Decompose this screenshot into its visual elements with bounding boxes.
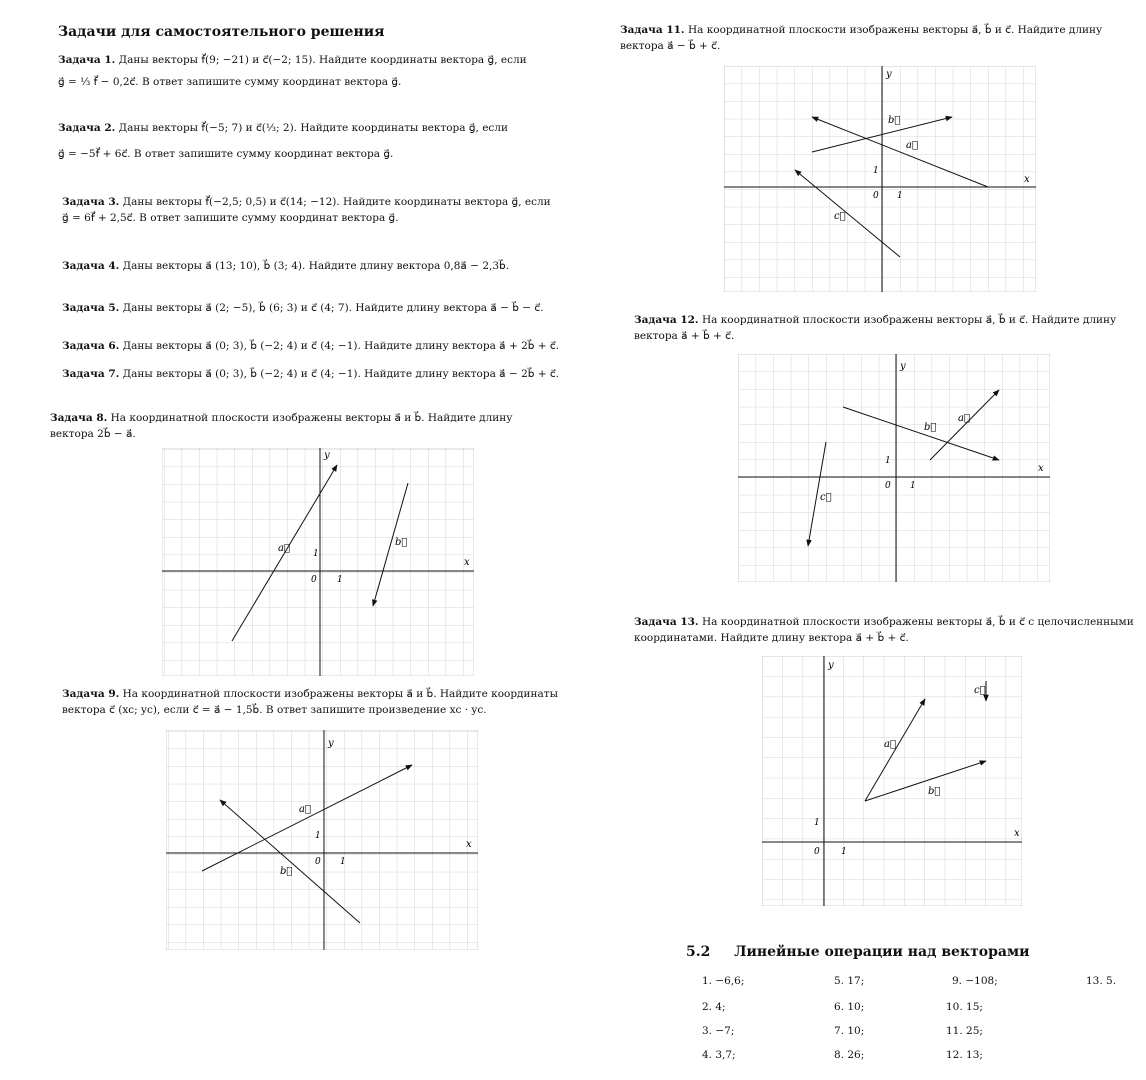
vector-b-label: b⃗ [395, 537, 408, 548]
problem-9 [62, 686, 592, 719]
x-axis-label: x [1024, 174, 1030, 185]
answer-item: 5. 17; [834, 975, 865, 987]
answer-item: 8. 26; [834, 1049, 865, 1061]
vector-a-label: a⃗ [299, 804, 311, 815]
y-axis-label: y [900, 361, 906, 372]
problem-label: Задача 7. [62, 368, 120, 380]
answer-item: 7. 10; [834, 1025, 865, 1037]
problem-text: вектора c⃗ (xc; yc), если c⃗ = a⃗ − 1,5b⃗. В ответ запишите произведение xc · yc. [62, 704, 487, 717]
answer-item: 12. 13; [946, 1049, 983, 1061]
section-name: Линейные операции над векторами [734, 944, 1030, 960]
problem-8 [50, 410, 580, 443]
problem-7 [62, 366, 592, 382]
origin-label: 0 [315, 857, 321, 867]
answer-item: 9. −108; [952, 975, 998, 987]
problem-text: Даны векторы f⃗(9; −21) и c⃗(−2; 15). Найдите координаты вектора g⃗, если [118, 54, 527, 66]
problem-label: Задача 13. [634, 616, 699, 628]
origin-label: 0 [814, 847, 820, 857]
problem-4 [62, 258, 592, 274]
y-unit-label: 1 [873, 166, 879, 176]
x-axis-label: x [1014, 828, 1020, 839]
problem-text: вектора 2b⃗ − a⃗. [50, 428, 136, 441]
problem-label: Задача 3. [62, 196, 120, 208]
problem-label: Задача 9. [62, 688, 120, 700]
y-axis-label: y [324, 450, 330, 461]
problem-1 [58, 52, 588, 91]
answer-item: 11. 25; [946, 1025, 983, 1037]
x-unit-label: 1 [897, 191, 903, 201]
page-heading: Задачи для самостоятельного решения [58, 24, 385, 40]
origin-label: 0 [311, 575, 317, 585]
problem-text: Даны векторы f⃗(−5; 7) и c⃗(⅓; 2). Найдите координаты вектора g⃗, если [118, 122, 508, 134]
y-unit-label: 1 [885, 456, 891, 466]
origin-label: 0 [885, 481, 891, 491]
problem-5 [62, 300, 592, 316]
problem-label: Задача 6. [62, 340, 120, 352]
vector-c-label: c⃗ [834, 211, 846, 222]
origin-label: 0 [873, 191, 879, 201]
x-axis-label: x [1038, 463, 1044, 474]
vector-a-label: a⃗ [884, 739, 896, 750]
problem-text: Даны векторы a⃗ (13; 10), b⃗ (3; 4). Найдите длину вектора 0,8a⃗ − 2,3b⃗. [122, 260, 510, 272]
vector-a-label: a⃗ [278, 543, 290, 554]
graph-problem-13 [762, 656, 1022, 906]
y-unit-label: 1 [814, 818, 820, 828]
problem-13 [634, 614, 1146, 647]
vector-b-label: b⃗ [888, 115, 901, 126]
x-unit-label: 1 [841, 847, 847, 857]
problem-label: Задача 1. [58, 54, 116, 66]
problem-text: Даны векторы f⃗(−2,5; 0,5) и c⃗(14; −12). Найдите координаты вектора g⃗, если [122, 196, 551, 208]
problem-label: Задача 5. [62, 302, 120, 314]
problem-text: вектора a⃗ − b⃗ + c⃗. [620, 40, 721, 53]
problem-text: координатами. Найдите длину вектора a⃗ + b⃗ + c⃗. [634, 632, 909, 645]
x-axis-label: x [466, 839, 472, 850]
answer-item: 4. 3,7; [702, 1049, 736, 1061]
graph-problem-12 [738, 354, 1050, 582]
answer-item: 13. 5. [1086, 975, 1117, 987]
x-unit-label: 1 [337, 575, 343, 585]
vector-c-label: c⃗ [974, 685, 986, 696]
vector-b-label: b⃗ [924, 422, 937, 433]
problem-text: На координатной плоскости изображены векторы a⃗ и b⃗. Найдите координаты [122, 688, 558, 700]
problem-6 [62, 338, 592, 354]
problem-text: На координатной плоскости изображены векторы a⃗, b⃗ и c⃗. Найдите длину [701, 314, 1117, 326]
problem-label: Задача 11. [620, 24, 685, 36]
y-axis-label: y [328, 738, 334, 749]
vector-b-label: b⃗ [280, 866, 293, 877]
graph-problem-9 [166, 730, 478, 950]
problem-text: На координатной плоскости изображены векторы a⃗, b⃗ и c⃗ с целочисленными [701, 616, 1134, 628]
problem-12 [634, 312, 1144, 345]
answer-item: 1. −6,6; [702, 975, 745, 987]
graph-problem-11 [724, 66, 1036, 292]
answer-item: 2. 4; [702, 1001, 726, 1013]
vector-b-label: b⃗ [928, 786, 941, 797]
x-axis-label: x [464, 557, 470, 568]
problem-text: g⃗ = 6f⃗ + 2,5c⃗. В ответ запишите сумму координат вектора g⃗. [62, 212, 399, 225]
x-unit-label: 1 [910, 481, 916, 491]
problem-label: Задача 8. [50, 412, 108, 424]
problem-text: g⃗ = ⅓ f⃗ − 0,2c⃗. В ответ запишите сумму координат вектора g⃗. [58, 76, 402, 89]
problem-text: g⃗ = −5f⃗ + 6c⃗. В ответ запишите сумму координат вектора g⃗. [58, 148, 394, 161]
answer-item: 10. 15; [946, 1001, 983, 1013]
problem-text: Даны векторы a⃗ (0; 3), b⃗ (−2; 4) и c⃗ (4; −1). Найдите длину вектора a⃗ − 2b⃗ + c⃗. [122, 368, 560, 380]
section-number: 5.2 [686, 944, 711, 960]
y-unit-label: 1 [313, 549, 319, 559]
answer-item: 6. 10; [834, 1001, 865, 1013]
problem-label: Задача 12. [634, 314, 699, 326]
vector-c-label: c⃗ [820, 492, 832, 503]
vector-a-label: a⃗ [906, 140, 918, 151]
y-axis-label: y [828, 660, 834, 671]
problem-11 [620, 22, 1144, 55]
problem-text: вектора a⃗ + b⃗ + c⃗. [634, 330, 735, 343]
graph-problem-8 [162, 448, 474, 676]
problem-3 [62, 194, 592, 227]
answer-item: 3. −7; [702, 1025, 735, 1037]
y-axis-label: y [886, 69, 892, 80]
problem-label: Задача 2. [58, 122, 116, 134]
section-title [686, 944, 1030, 960]
problem-text: На координатной плоскости изображены векторы a⃗ и b⃗. Найдите длину [110, 412, 513, 424]
x-unit-label: 1 [340, 857, 346, 867]
problem-text: Даны векторы a⃗ (0; 3), b⃗ (−2; 4) и c⃗ (4; −1). Найдите длину вектора a⃗ + 2b⃗ + c⃗. [122, 340, 560, 352]
problem-2 [58, 120, 588, 163]
vector-a-label: a⃗ [958, 413, 970, 424]
problem-text: Даны векторы a⃗ (2; −5), b⃗ (6; 3) и c⃗ (4; 7). Найдите длину вектора a⃗ − b⃗ − c⃗. [122, 302, 544, 314]
y-unit-label: 1 [315, 831, 321, 841]
problem-label: Задача 4. [62, 260, 120, 272]
problem-text: На координатной плоскости изображены векторы a⃗, b⃗ и c⃗. Найдите длину [687, 24, 1103, 36]
